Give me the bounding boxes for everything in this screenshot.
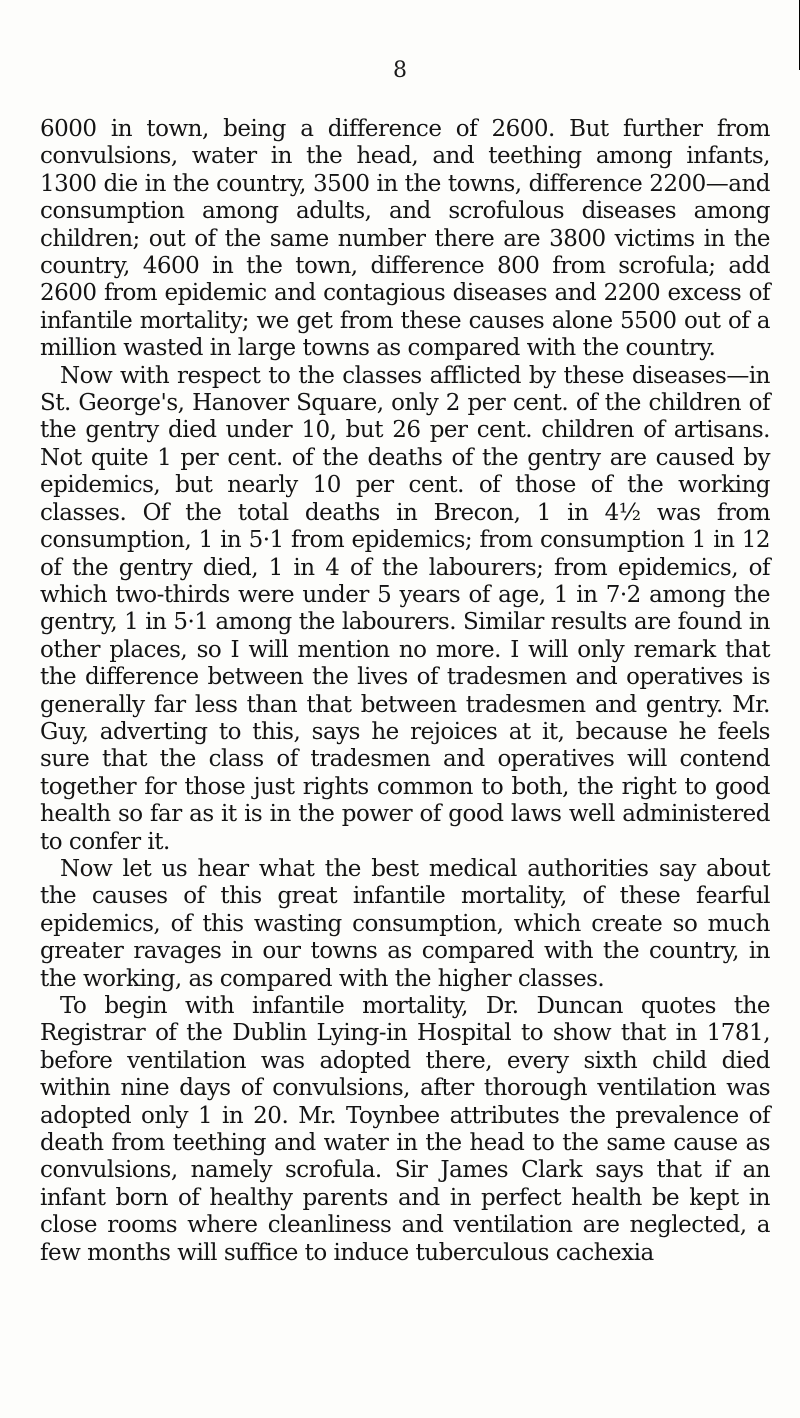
paragraph-3: Now let us hear what the best medical authorities say about the causes of this great infantile mortality, of these fearful epidemics, of this wasting consumption, which create so much greater ravages in our towns as compared with the country, in the working, as compared with the higher classes. — [40, 855, 770, 992]
page-number: 8 — [393, 58, 407, 83]
body-text — [40, 116, 770, 1267]
paragraph-4: To begin with infantile mortality, Dr. Duncan quotes the Registrar of the Dublin Lying-in Hospital to show that in 1781, before ventilation was adopted there, every sixth child died within nine days of convulsions, after thorough ventilation was adopted only 1 in 20. Mr. Toynbee attributes the prevalence of death from teething and water in the head to the same cause as convulsions, namely scrofula. Sir James Clark says that if an infant born of healthy parents and in perfect health be kept in close rooms where cleanliness and ventilation are neglected, a few months will suffice to induce tuberculous cachexia — [40, 993, 770, 1266]
paragraph-1: 6000 in town, being a difference of 2600. But further from convulsions, water in the head, and teething among infants, 1300 die in the country, 3500 in the towns, difference 2200—and consumption among adults, and scrofulous diseases among children; out of the same number there are 3800 victims in the country, 4600 in the town, difference 800 from scrofula; add 2600 from epidemic and contagious diseases and 2200 excess of infantile mortality; we get from these causes alone 5500 out of a million wasted in large towns as compared with the country. — [40, 116, 770, 362]
paragraph-2: Now with respect to the classes afflicted by these diseases—in St. George's, Hanover Square, only 2 per cent. of the children of the gentry died under 10, but 26 per cent. children of artisans. Not quite 1 per cent. of the deaths of the gentry are caused by epidemics, but nearly 10 per cent. of those of the working classes. Of the total deaths in Brecon, 1 in 4½ was from consumption, 1 in 5·1 from epidemics; from consumption 1 in 12 of the gentry died, 1 in 4 of the labourers; from epidemics, of which two-thirds were under 5 years of age, 1 in 7·2 among the gentry, 1 in 5·1 among the labourers. Similar results are found in other places, so I will mention no more. I will only remark that the difference between the lives of tradesmen and operatives is generally far less than that between tradesmen and gentry. Mr. Guy, adverting to this, says he rejoices at it, because he feels sure that the class of tradesmen and operatives will contend together for those just rights common to both, the right to good health so far as it is in the power of good laws well administered to confer it. — [40, 362, 770, 855]
